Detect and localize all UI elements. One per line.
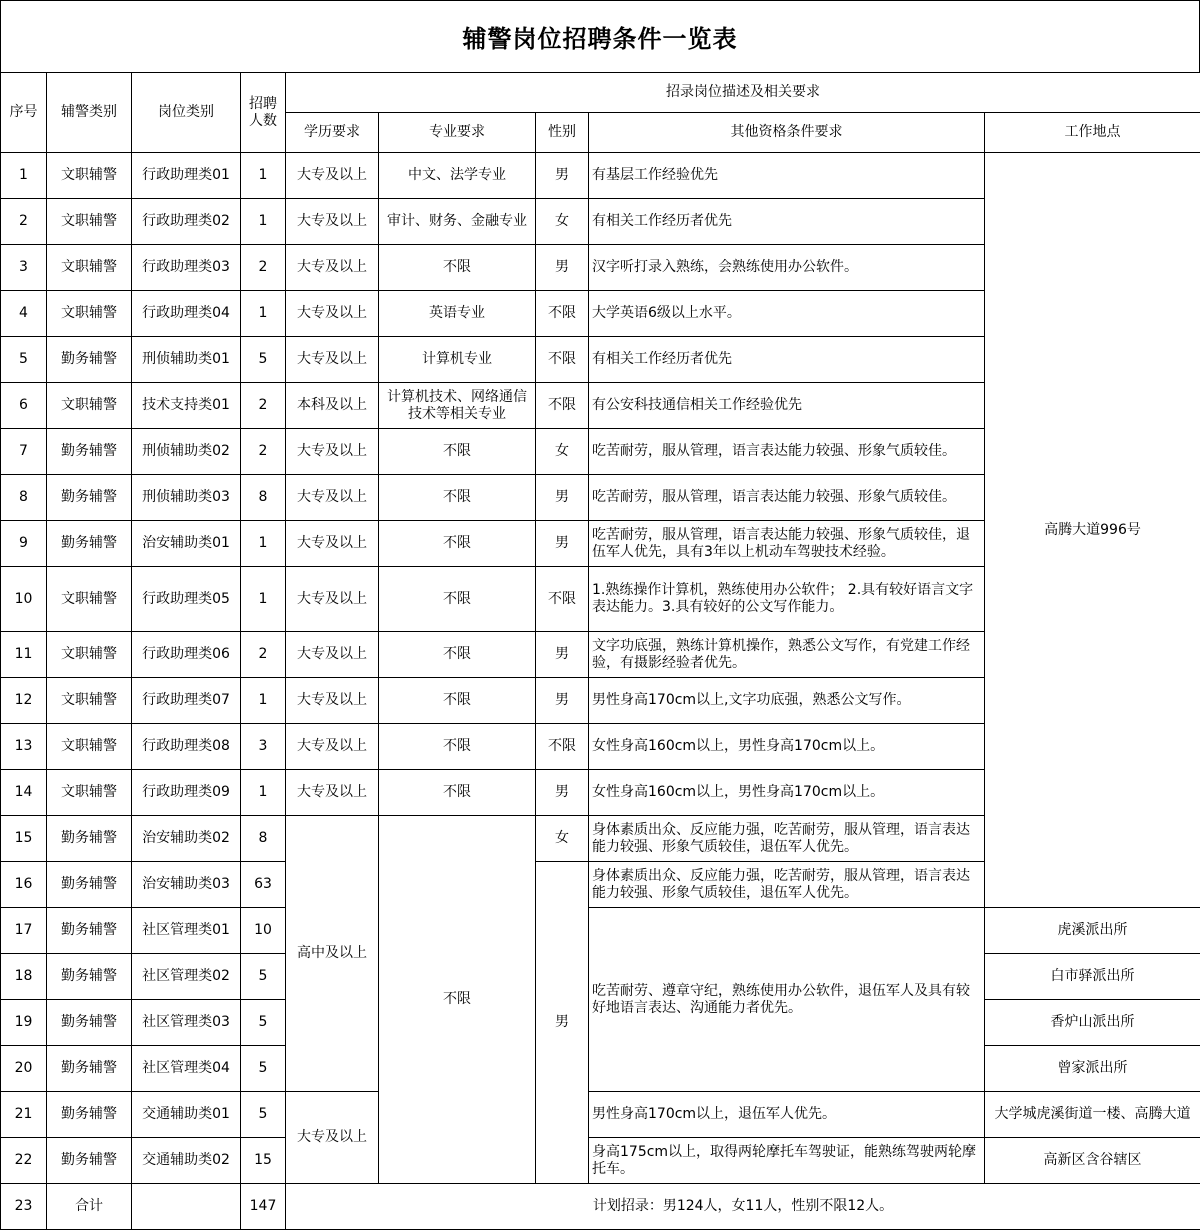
row-education: 大专及以上 bbox=[286, 567, 379, 632]
row-seq: 6 bbox=[1, 383, 47, 429]
merged-gender: 男 bbox=[536, 862, 589, 1184]
row-seq: 20 bbox=[1, 1046, 47, 1092]
row-count: 2 bbox=[241, 632, 286, 678]
row-other-requirements: 1.熟练操作计算机，熟练使用办公软件； 2.具有较好语言文字表达能力。3.具有较好的公文写作能力。 bbox=[589, 567, 985, 632]
row-other-requirements: 男性身高170cm以上，退伍军人优先。 bbox=[589, 1092, 985, 1138]
row-other-requirements: 身体素质出众、反应能力强，吃苦耐劳，服从管理，语言表达能力较强、形象气质较佳，退伍军人优先。 bbox=[589, 816, 985, 862]
row-seq: 5 bbox=[1, 337, 47, 383]
row-location: 虎溪派出所 bbox=[985, 908, 1200, 954]
row-seq: 13 bbox=[1, 724, 47, 770]
total-seq: 23 bbox=[1, 1184, 47, 1230]
header-row bbox=[1, 73, 1200, 113]
total-row bbox=[1, 1184, 1200, 1230]
row-other-requirements: 文字功底强，熟练计算机操作，熟悉公文写作，有党建工作经验，有摄影经验者优先。 bbox=[589, 632, 985, 678]
row-aux-type: 文职辅警 bbox=[47, 153, 132, 199]
row-major: 不限 bbox=[379, 632, 536, 678]
header-gender: 性别 bbox=[536, 113, 589, 153]
header-aux-type: 辅警类别 bbox=[47, 73, 132, 153]
table-row bbox=[1, 153, 1200, 199]
row-other-requirements: 汉字听打录入熟练，会熟练使用办公软件。 bbox=[589, 245, 985, 291]
row-count: 1 bbox=[241, 521, 286, 567]
row-count: 1 bbox=[241, 153, 286, 199]
row-post-type: 技术支持类01 bbox=[132, 383, 241, 429]
row-aux-type: 文职辅警 bbox=[47, 770, 132, 816]
row-seq: 17 bbox=[1, 908, 47, 954]
row-gender: 男 bbox=[536, 632, 589, 678]
merged-education: 高中及以上 bbox=[286, 816, 379, 1092]
row-education: 大专及以上 bbox=[286, 153, 379, 199]
row-seq: 10 bbox=[1, 567, 47, 632]
row-count: 3 bbox=[241, 724, 286, 770]
row-major: 计算机专业 bbox=[379, 337, 536, 383]
row-post-type: 社区管理类02 bbox=[132, 954, 241, 1000]
row-post-type: 行政助理类02 bbox=[132, 199, 241, 245]
row-education: 大专及以上 bbox=[286, 678, 379, 724]
header-count: 招聘人数 bbox=[241, 73, 286, 153]
row-post-type: 社区管理类01 bbox=[132, 908, 241, 954]
row-count: 15 bbox=[241, 1138, 286, 1184]
row-seq: 18 bbox=[1, 954, 47, 1000]
header-group: 招录岗位描述及相关要求 bbox=[286, 73, 1200, 113]
row-aux-type: 文职辅警 bbox=[47, 632, 132, 678]
row-location: 曾家派出所 bbox=[985, 1046, 1200, 1092]
total-summary: 计划招录：男124人，女11人，性别不限12人。 bbox=[286, 1184, 1200, 1230]
row-location: 大学城虎溪街道一楼、高腾大道 bbox=[985, 1092, 1200, 1138]
row-aux-type: 文职辅警 bbox=[47, 383, 132, 429]
row-aux-type: 勤务辅警 bbox=[47, 475, 132, 521]
row-major: 计算机技术、网络通信技术等相关专业 bbox=[379, 383, 536, 429]
row-post-type: 行政助理类06 bbox=[132, 632, 241, 678]
row-seq: 15 bbox=[1, 816, 47, 862]
row-aux-type: 勤务辅警 bbox=[47, 1138, 132, 1184]
row-aux-type: 勤务辅警 bbox=[47, 521, 132, 567]
row-post-type: 治安辅助类01 bbox=[132, 521, 241, 567]
row-location: 香炉山派出所 bbox=[985, 1000, 1200, 1046]
row-other-requirements: 有公安科技通信相关工作经验优先 bbox=[589, 383, 985, 429]
row-post-type: 刑侦辅助类03 bbox=[132, 475, 241, 521]
merged-education: 大专及以上 bbox=[286, 1092, 379, 1184]
merged-location: 高腾大道996号 bbox=[985, 153, 1200, 908]
row-seq: 14 bbox=[1, 770, 47, 816]
row-other-requirements: 有相关工作经历者优先 bbox=[589, 199, 985, 245]
row-education: 大专及以上 bbox=[286, 199, 379, 245]
row-seq: 16 bbox=[1, 862, 47, 908]
row-aux-type: 勤务辅警 bbox=[47, 337, 132, 383]
row-seq: 8 bbox=[1, 475, 47, 521]
row-count: 1 bbox=[241, 199, 286, 245]
row-count: 2 bbox=[241, 245, 286, 291]
row-gender: 不限 bbox=[536, 383, 589, 429]
row-aux-type: 勤务辅警 bbox=[47, 429, 132, 475]
row-count: 10 bbox=[241, 908, 286, 954]
row-location: 高新区含谷辖区 bbox=[985, 1138, 1200, 1184]
row-gender: 男 bbox=[536, 770, 589, 816]
row-education: 大专及以上 bbox=[286, 245, 379, 291]
row-major: 不限 bbox=[379, 724, 536, 770]
row-education: 本科及以上 bbox=[286, 383, 379, 429]
merged-other-requirements: 吃苦耐劳、遵章守纪，熟练使用办公软件，退伍军人及具有较好地语言表达、沟通能力者优先。 bbox=[589, 908, 985, 1092]
total-empty bbox=[132, 1184, 241, 1230]
row-aux-type: 勤务辅警 bbox=[47, 954, 132, 1000]
row-post-type: 治安辅助类02 bbox=[132, 816, 241, 862]
row-count: 5 bbox=[241, 1046, 286, 1092]
merged-major: 不限 bbox=[379, 816, 536, 1184]
row-other-requirements: 身体素质出众、反应能力强，吃苦耐劳，服从管理，语言表达能力较强、形象气质较佳，退伍军人优先。 bbox=[589, 862, 985, 908]
row-education: 大专及以上 bbox=[286, 429, 379, 475]
row-post-type: 行政助理类01 bbox=[132, 153, 241, 199]
page-title: 辅警岗位招聘条件一览表 bbox=[0, 0, 1200, 72]
row-aux-type: 勤务辅警 bbox=[47, 908, 132, 954]
row-post-type: 行政助理类03 bbox=[132, 245, 241, 291]
row-aux-type: 勤务辅警 bbox=[47, 1092, 132, 1138]
row-aux-type: 文职辅警 bbox=[47, 678, 132, 724]
row-seq: 2 bbox=[1, 199, 47, 245]
row-count: 5 bbox=[241, 954, 286, 1000]
row-seq: 9 bbox=[1, 521, 47, 567]
row-count: 63 bbox=[241, 862, 286, 908]
row-count: 5 bbox=[241, 1000, 286, 1046]
row-major: 不限 bbox=[379, 429, 536, 475]
row-gender: 男 bbox=[536, 521, 589, 567]
row-count: 1 bbox=[241, 770, 286, 816]
row-education: 大专及以上 bbox=[286, 770, 379, 816]
row-major: 审计、财务、金融专业 bbox=[379, 199, 536, 245]
row-gender: 女 bbox=[536, 429, 589, 475]
total-count: 147 bbox=[241, 1184, 286, 1230]
row-seq: 22 bbox=[1, 1138, 47, 1184]
row-count: 2 bbox=[241, 429, 286, 475]
recruitment-table bbox=[0, 72, 1200, 1230]
row-major: 不限 bbox=[379, 245, 536, 291]
row-post-type: 社区管理类03 bbox=[132, 1000, 241, 1046]
row-education: 大专及以上 bbox=[286, 632, 379, 678]
row-aux-type: 文职辅警 bbox=[47, 291, 132, 337]
row-major: 不限 bbox=[379, 678, 536, 724]
row-seq: 21 bbox=[1, 1092, 47, 1138]
row-other-requirements: 有相关工作经历者优先 bbox=[589, 337, 985, 383]
row-gender: 不限 bbox=[536, 291, 589, 337]
row-post-type: 行政助理类08 bbox=[132, 724, 241, 770]
row-gender: 女 bbox=[536, 199, 589, 245]
row-post-type: 交通辅助类01 bbox=[132, 1092, 241, 1138]
row-gender: 男 bbox=[536, 245, 589, 291]
row-count: 1 bbox=[241, 678, 286, 724]
row-count: 8 bbox=[241, 816, 286, 862]
table-row bbox=[1, 908, 1200, 954]
row-post-type: 刑侦辅助类01 bbox=[132, 337, 241, 383]
total-label: 合计 bbox=[47, 1184, 132, 1230]
row-seq: 12 bbox=[1, 678, 47, 724]
row-gender: 男 bbox=[536, 678, 589, 724]
row-aux-type: 文职辅警 bbox=[47, 567, 132, 632]
row-seq: 7 bbox=[1, 429, 47, 475]
row-other-requirements: 女性身高160cm以上，男性身高170cm以上。 bbox=[589, 724, 985, 770]
row-major: 不限 bbox=[379, 770, 536, 816]
row-other-requirements: 吃苦耐劳，服从管理，语言表达能力较强、形象气质较佳。 bbox=[589, 475, 985, 521]
row-education: 大专及以上 bbox=[286, 521, 379, 567]
row-education: 大专及以上 bbox=[286, 337, 379, 383]
row-post-type: 行政助理类04 bbox=[132, 291, 241, 337]
row-seq: 11 bbox=[1, 632, 47, 678]
row-aux-type: 文职辅警 bbox=[47, 199, 132, 245]
row-other-requirements: 大学英语6级以上水平。 bbox=[589, 291, 985, 337]
row-post-type: 行政助理类09 bbox=[132, 770, 241, 816]
row-aux-type: 勤务辅警 bbox=[47, 862, 132, 908]
row-count: 8 bbox=[241, 475, 286, 521]
row-other-requirements: 男性身高170cm以上,文字功底强，熟悉公文写作。 bbox=[589, 678, 985, 724]
row-other-requirements: 吃苦耐劳，服从管理，语言表达能力较强、形象气质较佳。 bbox=[589, 429, 985, 475]
row-major: 英语专业 bbox=[379, 291, 536, 337]
row-post-type: 交通辅助类02 bbox=[132, 1138, 241, 1184]
row-post-type: 行政助理类07 bbox=[132, 678, 241, 724]
row-gender: 不限 bbox=[536, 567, 589, 632]
row-post-type: 刑侦辅助类02 bbox=[132, 429, 241, 475]
row-education: 大专及以上 bbox=[286, 475, 379, 521]
row-seq: 1 bbox=[1, 153, 47, 199]
row-seq: 19 bbox=[1, 1000, 47, 1046]
row-count: 5 bbox=[241, 1092, 286, 1138]
row-education: 大专及以上 bbox=[286, 291, 379, 337]
row-aux-type: 勤务辅警 bbox=[47, 1000, 132, 1046]
row-gender: 女 bbox=[536, 816, 589, 862]
row-major: 不限 bbox=[379, 567, 536, 632]
row-other-requirements: 身高175cm以上，取得两轮摩托车驾驶证，能熟练驾驶两轮摩托车。 bbox=[589, 1138, 985, 1184]
row-post-type: 社区管理类04 bbox=[132, 1046, 241, 1092]
row-gender: 不限 bbox=[536, 337, 589, 383]
row-major: 不限 bbox=[379, 521, 536, 567]
header-education: 学历要求 bbox=[286, 113, 379, 153]
row-major: 中文、法学专业 bbox=[379, 153, 536, 199]
row-aux-type: 勤务辅警 bbox=[47, 1046, 132, 1092]
row-count: 2 bbox=[241, 383, 286, 429]
header-other: 其他资格条件要求 bbox=[589, 113, 985, 153]
row-count: 1 bbox=[241, 291, 286, 337]
row-gender: 男 bbox=[536, 153, 589, 199]
header-major: 专业要求 bbox=[379, 113, 536, 153]
table-row bbox=[1, 1092, 1200, 1138]
row-gender: 不限 bbox=[536, 724, 589, 770]
row-location: 白市驿派出所 bbox=[985, 954, 1200, 1000]
table-row bbox=[1, 1138, 1200, 1184]
row-major: 不限 bbox=[379, 475, 536, 521]
row-other-requirements: 有基层工作经验优先 bbox=[589, 153, 985, 199]
header-location: 工作地点 bbox=[985, 113, 1200, 153]
row-aux-type: 文职辅警 bbox=[47, 724, 132, 770]
row-other-requirements: 女性身高160cm以上，男性身高170cm以上。 bbox=[589, 770, 985, 816]
row-seq: 3 bbox=[1, 245, 47, 291]
row-seq: 4 bbox=[1, 291, 47, 337]
header-seq: 序号 bbox=[1, 73, 47, 153]
row-count: 5 bbox=[241, 337, 286, 383]
row-education: 大专及以上 bbox=[286, 724, 379, 770]
row-other-requirements: 吃苦耐劳，服从管理，语言表达能力较强、形象气质较佳，退伍军人优先，具有3年以上机动车驾驶技术经验。 bbox=[589, 521, 985, 567]
row-aux-type: 文职辅警 bbox=[47, 245, 132, 291]
row-aux-type: 勤务辅警 bbox=[47, 816, 132, 862]
row-post-type: 行政助理类05 bbox=[132, 567, 241, 632]
row-count: 1 bbox=[241, 567, 286, 632]
header-post-type: 岗位类别 bbox=[132, 73, 241, 153]
row-post-type: 治安辅助类03 bbox=[132, 862, 241, 908]
row-gender: 男 bbox=[536, 475, 589, 521]
